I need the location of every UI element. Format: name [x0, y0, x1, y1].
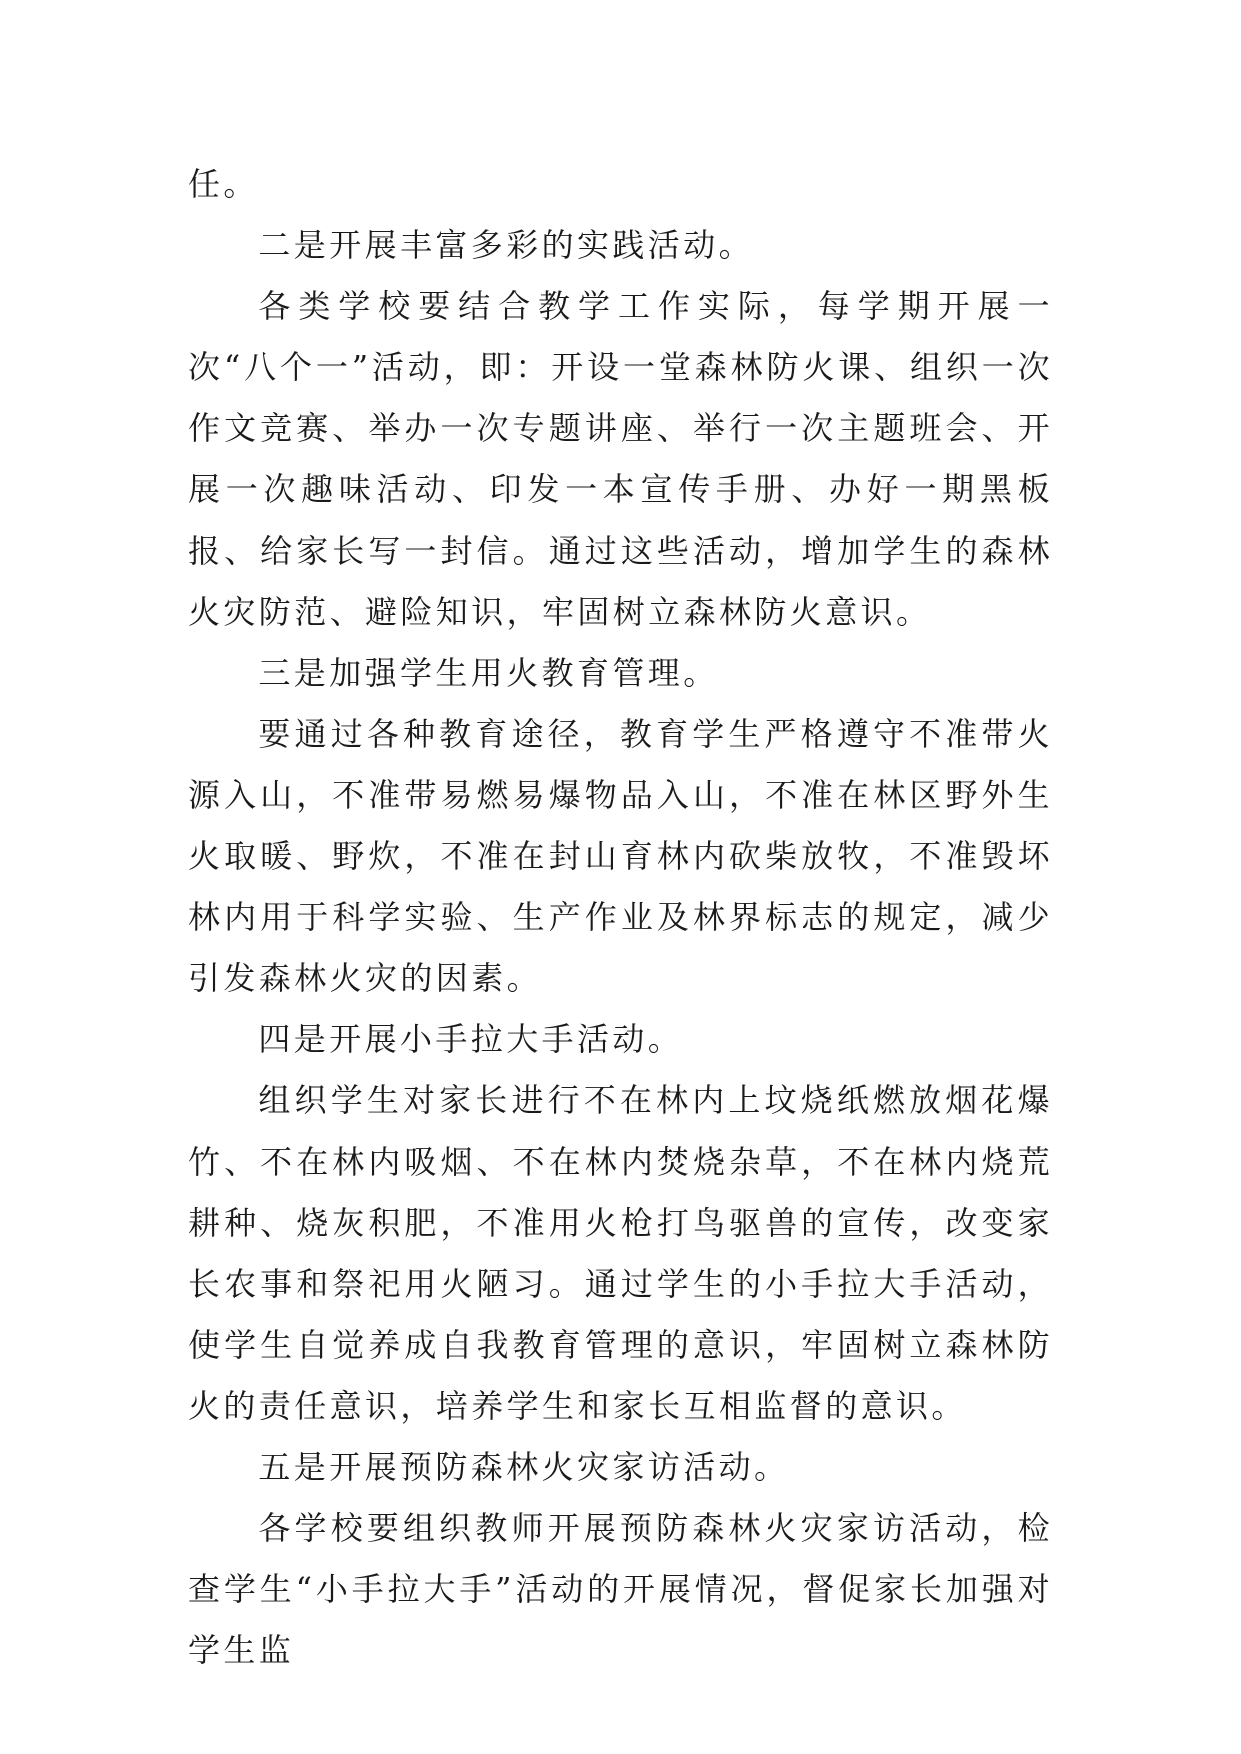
section-heading-4: 四是开展小手拉大手活动。 — [258, 1020, 684, 1059]
document-body — [188, 154, 1053, 1681]
paragraph-continuation: 任。 — [188, 165, 259, 203]
section-heading-3: 三是加强学生用火教育管理。 — [258, 653, 719, 692]
paragraph-practice-activities: 各类学校要结合教学工作实际，每学期开展一次“八个一”活动，即：开设一堂森林防火课、组织一次作文竞赛、举办一次专题讲座、举行一次主题班会、开展一次趣味活动、印发一本宣传手册、办好一期黑板报、给家长写一封信。通过这些活动，增加学生的森林火灾防范、避险知识，牢固树立森林防火意识。 — [188, 287, 1053, 631]
section-heading-5: 五是开展预防森林火灾家访活动。 — [258, 1447, 790, 1486]
paragraph-home-visits: 各学校要组织教师开展预防森林火灾家访活动，检查学生“小手拉大手”活动的开展情况，督促家长加强对学生监 — [188, 1509, 1053, 1670]
section-heading-2: 二是开展丰富多彩的实践活动。 — [258, 226, 754, 265]
paragraph-fire-use-education: 要通过各种教育途径，教育学生严格遵守不准带火源入山，不准带易燃易爆物品入山，不准在林区野外生火取暖、野炊，不准在封山育林内砍柴放牧，不准毁坏林内用于科学实验、生产作业及林界标志的规定，减少引发森林火灾的因素。 — [188, 714, 1053, 998]
paragraph-small-hands-big-hands: 组织学生对家长进行不在林内上坟烧纸燃放烟花爆竹、不在林内吸烟、不在林内焚烧杂草，不在林内烧荒耕种、烧灰积肥，不准用火枪打鸟驱兽的宣传，改变家长农事和祭祀用火陋习。通过学生的小手拉大手活动，使学生自觉养成自我教育管理的意识，牢固树立森林防火的责任意识，培养学生和家长互相监督的意识。 — [188, 1081, 1053, 1425]
